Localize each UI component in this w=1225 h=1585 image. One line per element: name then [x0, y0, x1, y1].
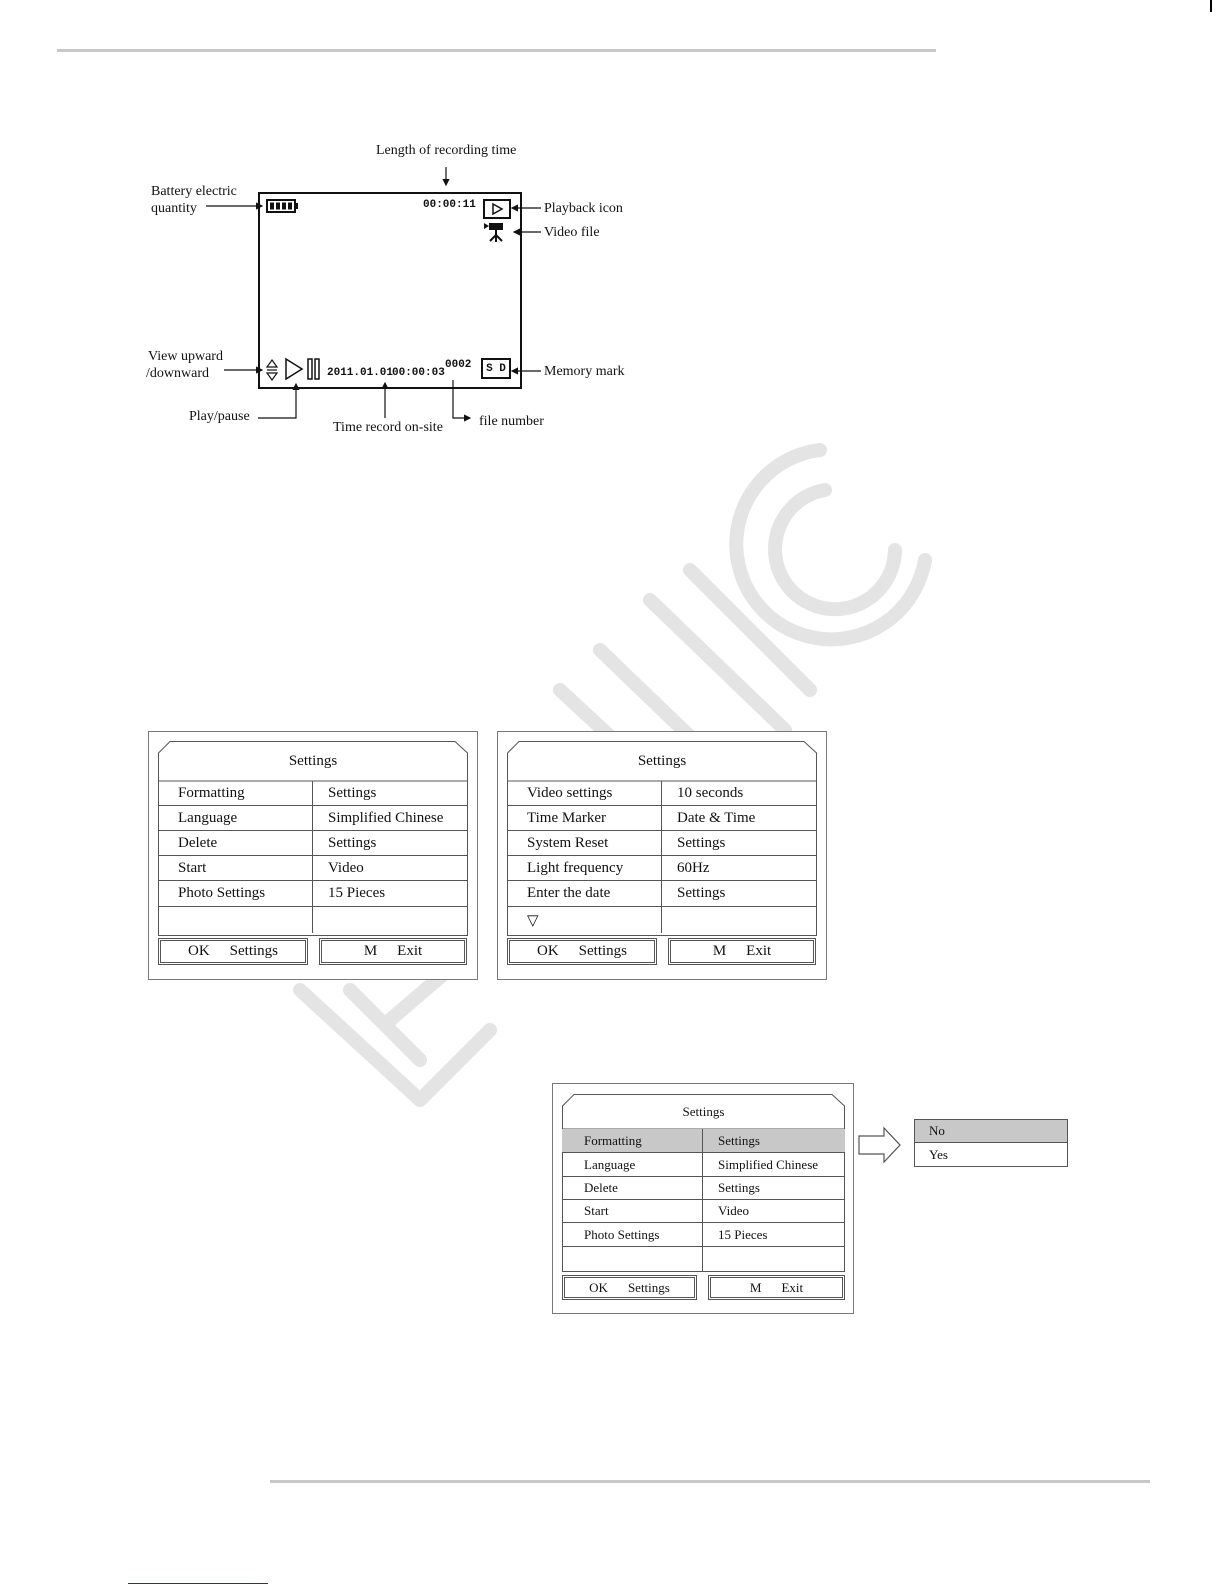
menu-row-enter-date[interactable] — [507, 881, 817, 907]
settings-menu-left — [148, 731, 478, 980]
menu-row-start[interactable] — [562, 1200, 845, 1223]
row-value: Settings — [677, 834, 726, 851]
popup-option-no[interactable]: No — [915, 1120, 1067, 1143]
screen-file-number: 0002 — [445, 359, 472, 371]
row-value: Settings — [677, 885, 726, 901]
ok-settings-button[interactable] — [507, 938, 657, 965]
screen-time: 00:00:03 — [392, 367, 445, 379]
menu-row-system-reset[interactable] — [507, 831, 817, 856]
menu-row-scroll-down[interactable] — [507, 907, 817, 933]
m-key: M — [712, 943, 727, 959]
m-exit-button[interactable] — [319, 938, 467, 965]
row-label: Light frequency — [507, 856, 662, 880]
m-exit-button[interactable] — [668, 938, 816, 965]
menu-row-photo-settings[interactable] — [158, 881, 468, 907]
row-label: Start — [158, 856, 313, 880]
ok-label: Settings — [578, 943, 627, 959]
m-key: M — [749, 1279, 762, 1295]
menu-row-start[interactable] — [158, 856, 468, 881]
menu-row-formatting[interactable] — [158, 781, 468, 806]
menu-row-delete[interactable] — [158, 831, 468, 856]
row-value: 15 Pieces — [328, 885, 386, 901]
row-value: Settings — [328, 834, 377, 851]
ok-key: OK — [536, 943, 559, 959]
label-play-pause: Play/pause — [189, 409, 250, 424]
row-label — [562, 1247, 703, 1271]
menu-row-light-frequency[interactable] — [507, 856, 817, 881]
callout-arrows — [0, 0, 1225, 500]
ok-label: Settings — [229, 943, 278, 959]
row-label — [158, 907, 313, 933]
row-value: 10 seconds — [677, 784, 744, 801]
footer-underline — [128, 1583, 268, 1584]
row-value — [703, 1247, 845, 1271]
ok-key: OK — [589, 1279, 608, 1295]
ok-settings-button[interactable] — [158, 938, 308, 965]
menu-row-language[interactable] — [158, 806, 468, 831]
row-label: Formatting — [158, 781, 313, 805]
menu-row-time-marker[interactable] — [507, 806, 817, 831]
row-label: System Reset — [507, 831, 662, 855]
row-label: Time Marker — [507, 806, 662, 830]
confirm-popup — [914, 1119, 1068, 1167]
row-value: 15 Pieces — [718, 1226, 768, 1242]
row-label: Language — [562, 1153, 703, 1176]
popup-option-yes[interactable]: Yes — [929, 1146, 948, 1162]
right-arrow-icon — [858, 1126, 902, 1164]
settings-menu-right — [497, 731, 827, 980]
row-value — [313, 907, 468, 933]
label-memory-mark: Memory mark — [544, 364, 625, 379]
menu-row-empty — [158, 907, 468, 933]
row-value: Simplified Chinese — [718, 1156, 819, 1172]
elapsed-time: 00:00:11 — [423, 199, 476, 211]
menu-title: Settings — [288, 753, 338, 769]
row-value: Settings — [328, 784, 377, 801]
row-label: Language — [158, 806, 313, 830]
ok-settings-button[interactable] — [562, 1275, 697, 1300]
row-value: 60Hz — [677, 859, 710, 876]
row-label: Formatting — [562, 1129, 703, 1152]
label-time-record: Time record on-site — [333, 420, 443, 435]
row-label: Photo Settings — [158, 881, 313, 906]
ok-label: Settings — [627, 1279, 670, 1295]
m-label: Exit — [781, 1279, 804, 1295]
screen-date: 2011.01.01 — [327, 367, 394, 379]
menu-row-empty — [562, 1247, 845, 1271]
label-recording-time: Length of recording time — [376, 143, 517, 158]
row-label: Delete — [158, 831, 313, 855]
label-view-line1: View upward — [148, 349, 223, 364]
row-label: Enter the date — [507, 881, 662, 906]
row-value — [662, 907, 817, 933]
scroll-down-icon: ▽ — [507, 907, 662, 933]
label-file-number: file number — [479, 414, 544, 429]
m-exit-button[interactable] — [708, 1275, 845, 1300]
m-key: M — [363, 943, 378, 959]
sd-card-label: S D — [486, 362, 506, 375]
row-label: Video settings — [507, 781, 662, 805]
row-label: Photo Settings — [562, 1223, 703, 1246]
row-value: Simplified Chinese — [328, 809, 444, 826]
menu-row-video-settings[interactable] — [507, 781, 817, 806]
menu-title: Settings — [637, 753, 687, 769]
settings-menu-formatting — [552, 1083, 854, 1314]
row-value: Settings — [718, 1132, 760, 1148]
m-label: Exit — [397, 943, 423, 959]
label-playback-icon: Playback icon — [544, 201, 623, 216]
ok-key: OK — [187, 943, 210, 959]
m-label: Exit — [746, 943, 772, 959]
label-video-file: Video file — [544, 225, 600, 240]
bottom-rule — [270, 1480, 1150, 1483]
label-battery-line2: quantity — [151, 201, 197, 216]
row-value: Date & Time — [677, 809, 756, 826]
row-label: Start — [562, 1200, 703, 1222]
menu-row-delete[interactable] — [562, 1177, 845, 1200]
row-value: Video — [328, 859, 364, 876]
menu-row-photo-settings[interactable] — [562, 1223, 845, 1247]
row-label: Delete — [562, 1177, 703, 1199]
label-view-line2: /downward — [146, 366, 209, 381]
menu-row-language[interactable] — [562, 1153, 845, 1177]
row-value: Video — [718, 1203, 749, 1218]
row-value: Settings — [718, 1180, 760, 1195]
label-battery-line1: Battery electric — [151, 184, 237, 199]
menu-row-formatting-selected[interactable] — [562, 1129, 845, 1153]
menu-title: Settings — [682, 1104, 725, 1119]
